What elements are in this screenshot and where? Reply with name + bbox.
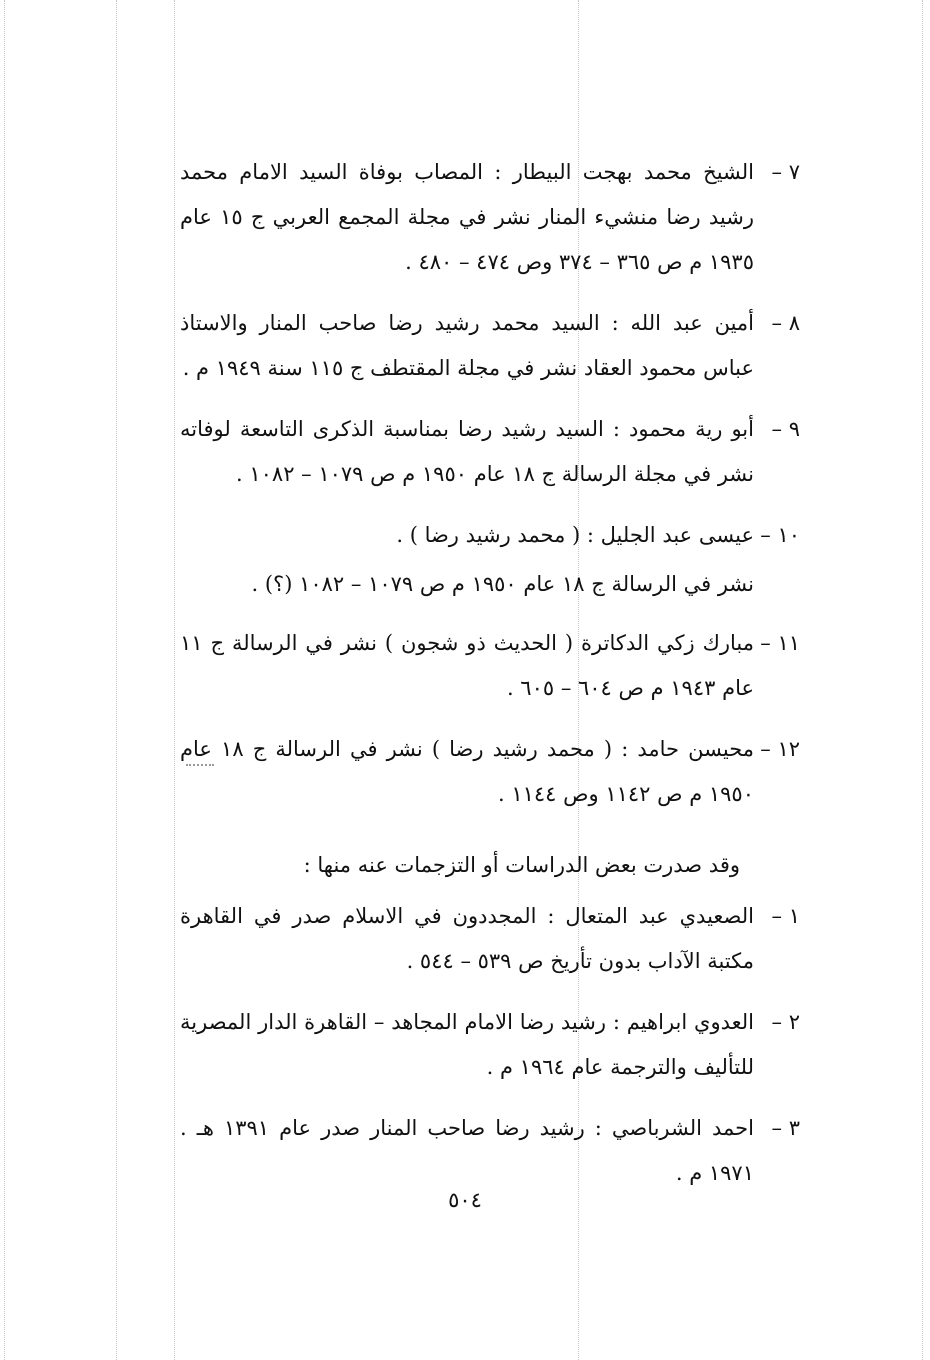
entry-text: الصعيدي عبد المتعال : المجددون في الاسلام صدر في القاهرة مكتبة الآداب بدون تأريخ ص ٥٣٩ – ٥٤٤ .	[180, 904, 754, 973]
scan-fold-line	[922, 0, 923, 1360]
page-number: ٥٠٤	[448, 1188, 482, 1212]
entry-number: ٩ –	[771, 417, 800, 441]
entry-number: ١١ –	[760, 631, 800, 655]
bibliography-entry	[180, 301, 800, 391]
bibliography-entry	[180, 150, 800, 285]
bibliography-entry	[180, 513, 800, 558]
entry-number: ١ –	[771, 904, 800, 928]
entry-text: أمين عبد الله : السيد محمد رشيد رضا صاحب المنار والاستاذ عباس محمود العقاد نشر في مجلة المقتطف ج ١١٥ سنة ١٩٤٩ م .	[180, 311, 754, 380]
entry-number: ٣ –	[771, 1116, 800, 1140]
bibliography-entry	[180, 407, 800, 497]
study-entry	[180, 1106, 800, 1196]
scan-fold-line	[116, 0, 117, 1360]
scan-fold-line	[174, 0, 175, 1360]
entry-text: أبو رية محمود : السيد رشيد رضا بمناسبة الذكرى التاسعة لوفاته نشر في مجلة الرسالة ج ١٨ عام ١٩٥٠ م ص ١٠٧٩ – ١٠٨٢ .	[180, 417, 754, 486]
entry-number: ٧ –	[771, 160, 800, 184]
study-entry	[180, 1000, 800, 1090]
entry-continuation	[180, 562, 800, 607]
entry-text: نشر في الرسالة ج ١٨ عام ١٩٥٠ م ص ١٠٧٩ – ١٠٨٢ (؟) .	[251, 572, 754, 596]
bibliography-entry	[180, 621, 800, 711]
entry-text: محيسن حامد : ( محمد رشيد رضا ) نشر في الرسالة ج ١٨ عام ١٩٥٠ م ص ١١٤٢ وص ١١٤٤ .	[180, 737, 755, 806]
entry-text: عيسى عبد الجليل : ( محمد رشيد رضا ) .	[396, 523, 754, 547]
entry-text: احمد الشرباصي : رشيد رضا صاحب المنار صدر عام ١٣٩١ هـ . ١٩٧١ م .	[180, 1116, 754, 1185]
scan-fold-line	[4, 0, 5, 1360]
entry-text: العدوي ابراهيم : رشيد رضا الامام المجاهد – القاهرة الدار المصرية للتأليف والترجمة عام ١٩٦٤ م .	[180, 1010, 754, 1079]
entry-text: مبارك زكي الدكاترة ( الحديث ذو شجون ) نشر في الرسالة ج ١١ عام ١٩٤٣ م ص ٦٠٤ – ٦٠٥ .	[180, 631, 754, 700]
entry-number: ٢ –	[771, 1010, 800, 1034]
study-entry	[180, 894, 800, 984]
bibliography-body	[180, 150, 800, 1212]
entry-text: الشيخ محمد بهجت البيطار : المصاب بوفاة السيد الامام محمد رشيد رضا منشيء المنار نشر في مجلة المجمع العربي ج ١٥ عام ١٩٣٥ م ص ٣٦٥ – ٣٧٤ وص ٤٧٤ – ٤٨٠ .	[180, 160, 754, 274]
studies-intro: وقد صدرت بعض الدراسات أو التزجمات عنه منها :	[303, 853, 740, 877]
bibliography-entry	[180, 727, 800, 817]
entry-number: ١٢ –	[760, 737, 800, 761]
entry-number: ١٠ –	[760, 523, 800, 547]
entry-number: ٨ –	[771, 311, 800, 335]
